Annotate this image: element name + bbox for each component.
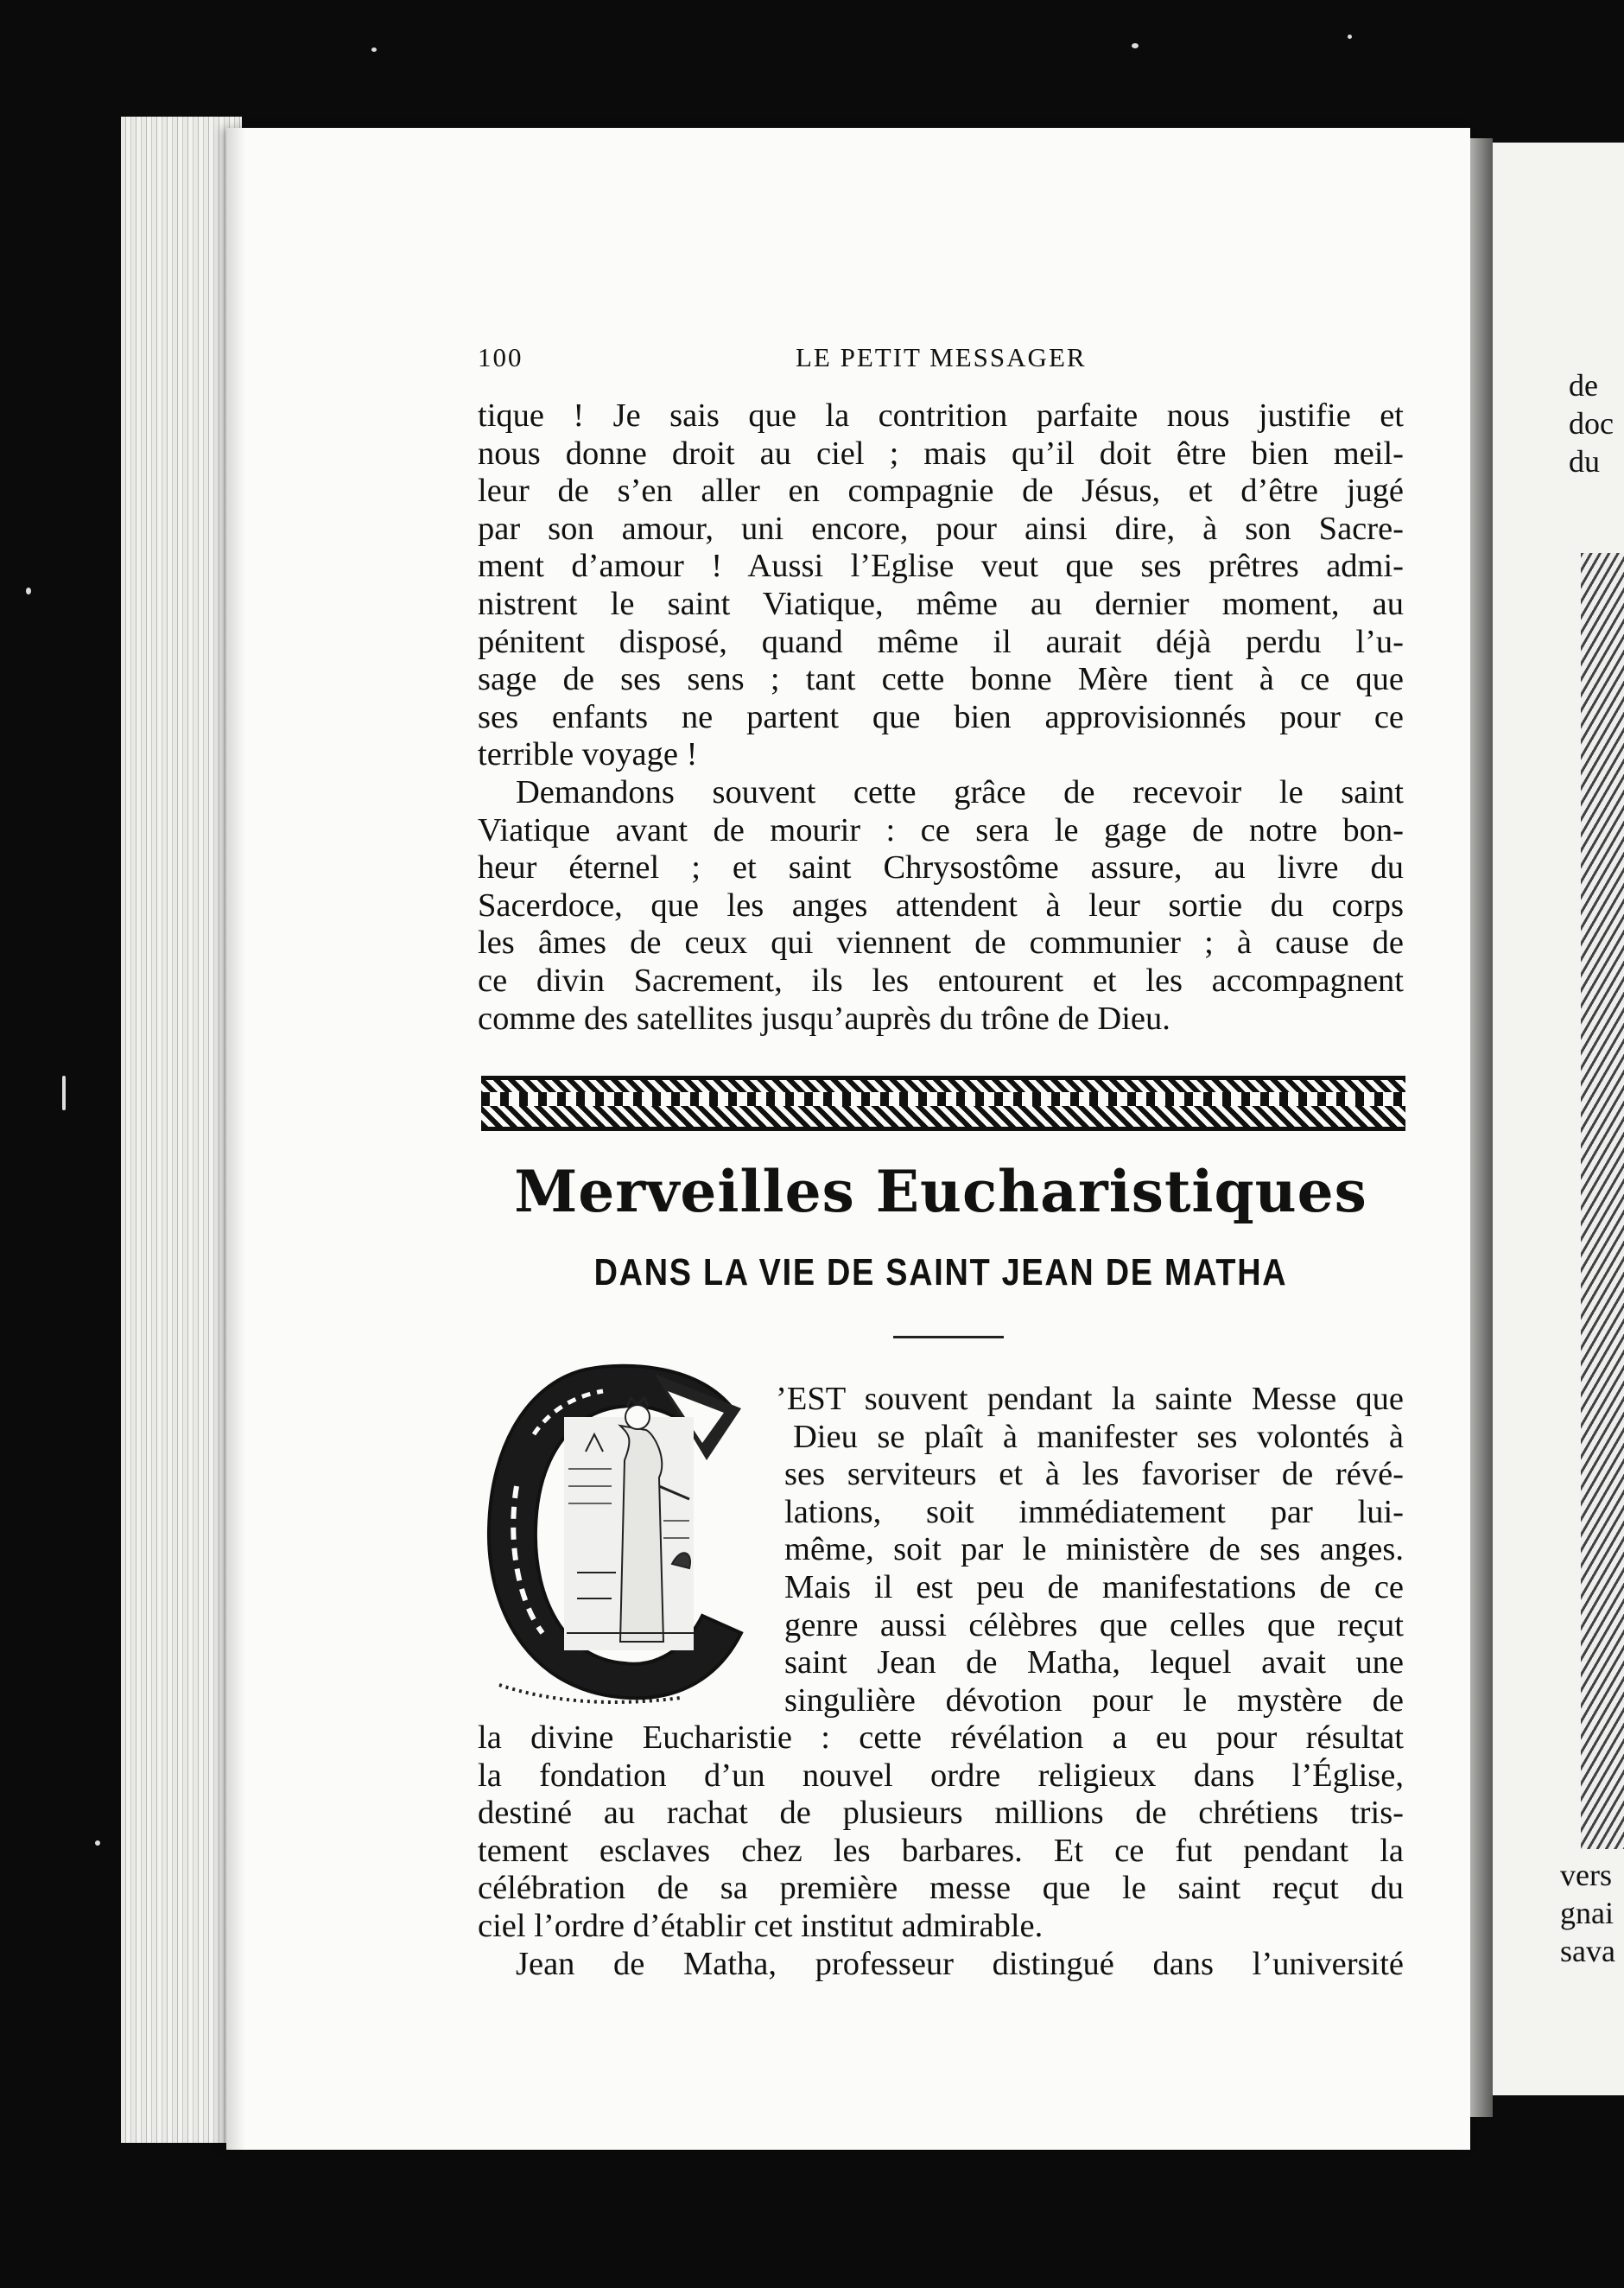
text-line: genre aussi célèbres que celles que reçut — [784, 1606, 1404, 1643]
text-line: ciel l’ordre d’établir cet institut admirable. — [478, 1907, 1044, 1944]
text-line: ment d’amour ! Aussi l’Eglise veut que ses prêtres admi- — [478, 548, 1404, 585]
text-line: terrible voyage ! — [478, 736, 698, 773]
text-line: lations, soit immédiatement par lui- — [784, 1493, 1404, 1530]
text-line: tique ! Je sais que la contrition parfaite nous justifie et — [478, 397, 1404, 434]
text-line: leur de s’en aller en compagnie de Jésus, et d’être jugé — [478, 473, 1404, 510]
text-line: saint Jean de Matha, lequel avait une — [784, 1644, 1404, 1681]
text-line: par son amour, uni encore, pour ainsi dire, à son Sacre- — [478, 510, 1404, 547]
text-line: ses serviteurs et à les favoriser de révé- — [784, 1456, 1404, 1493]
text-line: Dieu se plaît à manifester ses volontés à — [793, 1418, 1404, 1455]
paragraph — [478, 774, 1404, 1038]
facing-page-fragment: du — [1569, 444, 1600, 479]
short-rule — [893, 1336, 1004, 1338]
article-subtitle: DANS LA VIE DE SAINT JEAN DE MATHA — [593, 1251, 1288, 1293]
dust-speck — [1132, 43, 1139, 48]
dust-speck — [1348, 35, 1352, 39]
illustrated-dropcap — [482, 1357, 750, 1711]
facing-page-fragment: de — [1569, 368, 1598, 403]
running-head — [478, 342, 1404, 377]
text-line: la fondation d’un nouvel ordre religieux dans l’Église, — [478, 1757, 1404, 1794]
text-line: singulière dévotion pour le mystère de — [784, 1681, 1404, 1719]
article-title: Merveilles Eucharistiques — [514, 1158, 1367, 1225]
ornamental-rule — [481, 1076, 1405, 1131]
dropcap-wrapped-text — [776, 1381, 1404, 1719]
facing-page-fragment: doc — [1569, 406, 1614, 441]
paragraph-continuation — [478, 397, 1404, 774]
text-line: comme des satellites jusqu’auprès du trône de Dieu. — [478, 1000, 1170, 1037]
text-line: nous donne droit au ciel ; mais qu’il doit être bien meil- — [478, 435, 1404, 472]
page-shadow — [226, 128, 245, 2150]
full-width-text — [478, 1719, 1404, 1983]
text-line: nistrent le saint Viatique, même au dernier moment, au — [478, 585, 1404, 622]
ornamental-rule-pattern — [481, 1092, 1405, 1106]
text-line: ses enfants ne partent que bien approvisionnés pour ce — [478, 698, 1404, 735]
dust-speck — [62, 1076, 66, 1110]
running-title: LE PETIT MESSAGER — [796, 342, 1087, 372]
text-line: célébration de sa première messe que le saint reçut du — [478, 1870, 1404, 1907]
dust-speck — [26, 588, 31, 594]
book-page-edges — [121, 117, 242, 2143]
text-line: la divine Eucharistie : cette révélation a eu pour résultat — [478, 1719, 1404, 1756]
text-line: ce divin Sacrement, ils les entourent et les accompagnent — [478, 962, 1404, 999]
facing-page-fragment: sava — [1560, 1934, 1615, 1968]
text-line: Demandons souvent cette grâce de recevoir le saint — [516, 774, 1404, 810]
text-line: heur éternel ; et saint Chrysostôme assure, au livre du — [478, 849, 1404, 887]
facing-page-fragment: gnai — [1560, 1896, 1614, 1930]
text-line: les âmes de ceux qui viennent de communier ; à cause de — [478, 925, 1404, 962]
text-line: sage de ses sens ; tant cette bonne Mère tient à ce que — [478, 661, 1404, 698]
text-line: Sacerdoce, que les anges attendent à leur sortie du corps — [478, 887, 1404, 924]
text-line: ’EST souvent pendant la sainte Messe que — [776, 1381, 1404, 1417]
text-line: Viatique avant de mourir : ce sera le gage de notre bon- — [478, 811, 1404, 848]
dust-speck — [95, 1840, 100, 1846]
text-line: même, soit par le ministère de ses anges. — [784, 1531, 1404, 1568]
text-line: Mais il est peu de manifestations de ce — [784, 1568, 1404, 1605]
text-line: Jean de Matha, professeur distingué dans l’université — [516, 1945, 1404, 1982]
facing-page-engraving — [1581, 553, 1624, 1849]
facing-page-fragment: vers — [1560, 1858, 1612, 1892]
text-line: destiné au rachat de plusieurs millions de chrétiens tris- — [478, 1795, 1404, 1832]
text-line: pénitent disposé, quand même il aurait déjà perdu l’u- — [478, 623, 1404, 660]
dust-speck — [371, 48, 377, 52]
book-gutter — [1470, 138, 1493, 2117]
page-number: 100 — [478, 342, 523, 372]
text-line: tement esclaves chez les barbares. Et ce fut pendant la — [478, 1832, 1404, 1869]
